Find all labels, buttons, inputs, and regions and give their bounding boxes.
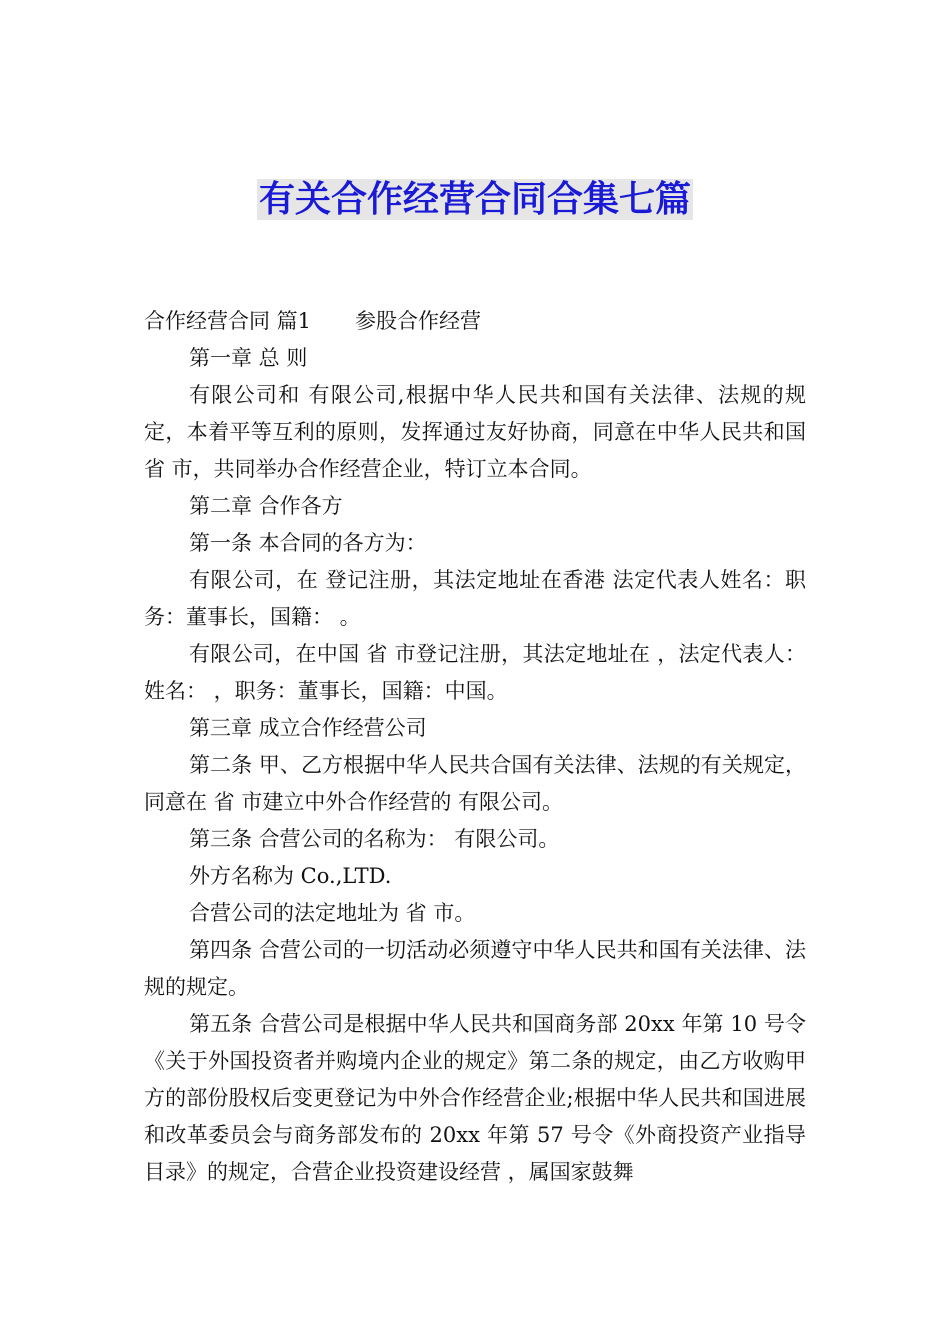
section-heading xyxy=(144,303,806,340)
paragraph: 有限公司，在 登记注册，其法定地址在香港 法定代表人姓名：职务：董事长，国籍： 。 xyxy=(144,568,806,629)
paragraph: 第三条 合营公司的名称为： 有限公司。 xyxy=(189,827,560,851)
paragraph: 第五条 合营公司是根据中华人民共和国商务部 20xx 年第 10 号令《关于外国投资者并购境内企业的规定》第二条的规定，由乙方收购甲方的部份股权后变更登记为中外合作经营企业;根据中华人民共和国进展和改革委员会与商务部发布的 20xx 年第 57 号令《外商投资产业指导目录》的规定，合营企业投资建设经营 ，属国家鼓舞 xyxy=(144,1012,806,1184)
paragraph: 第三章 成立合作经营公司 xyxy=(189,716,427,740)
paragraph: 第二章 合作各方 xyxy=(189,494,343,518)
paragraph: 有限公司和 有限公司,根据中华人民共和国有关法律、法规的规定，本着平等互利的原则，发挥通过友好协商，同意在中华人民共和国 省 市，共同举办合作经营企业，特订立本合同。 xyxy=(144,383,806,481)
section-heading-subtitle: 参股合作经营 xyxy=(355,309,482,333)
paragraph: 第四条 合营公司的一切活动必须遵守中华人民共和国有关法律、法规的规定。 xyxy=(144,938,806,999)
document-body xyxy=(144,303,806,1191)
paragraph: 有限公司，在中国 省 市登记注册，其法定地址在 ，法定代表人：姓名： ，职务：董事长，国籍：中国。 xyxy=(144,642,806,703)
paragraph: 第二条 甲、乙方根据中华人民共合国有关法律、法规的有关规定，同意在 省 市建立中外合作经营的 有限公司。 xyxy=(144,753,806,814)
document-title xyxy=(0,174,950,226)
paragraph: 第一章 总 则 xyxy=(189,346,308,370)
section-heading-label: 合作经营合同 篇1 xyxy=(144,309,312,333)
document-title-text: 有关合作经营合同合集七篇 xyxy=(258,179,691,220)
paragraph: 合营公司的法定地址为 省 市。 xyxy=(189,901,476,925)
paragraph: 外方名称为 Co.,LTD. xyxy=(189,864,392,888)
paragraph: 第一条 本合同的各方为： xyxy=(189,531,427,555)
